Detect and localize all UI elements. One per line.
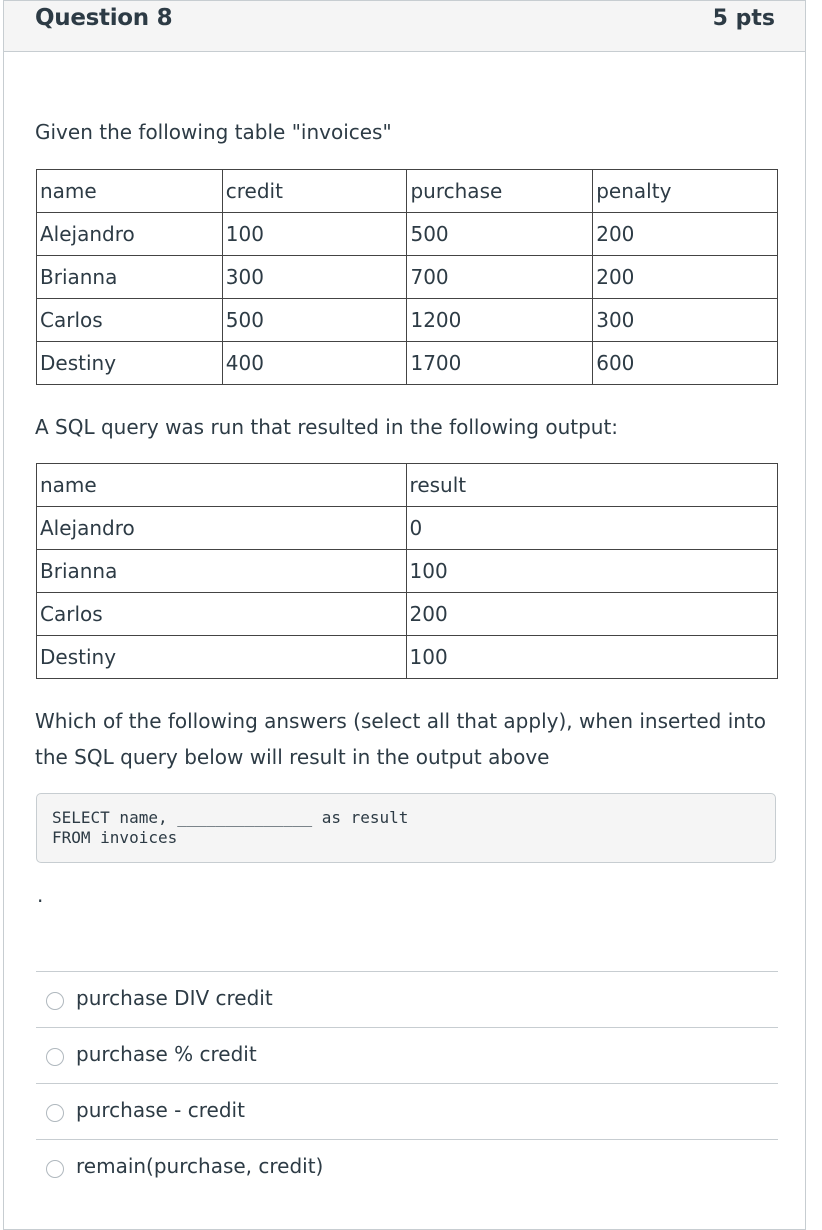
invoices-table: [36, 169, 778, 385]
table-header-cell: result: [406, 464, 777, 507]
table-cell: 500: [222, 299, 407, 342]
table-row: [37, 636, 778, 679]
answer-option[interactable]: [36, 1139, 778, 1195]
question-card: [3, 0, 806, 1230]
radio-button[interactable]: [46, 992, 64, 1010]
table-cell: 200: [406, 593, 777, 636]
table-cell: 0: [406, 507, 777, 550]
table-cell: 300: [222, 256, 407, 299]
table-row: [37, 256, 778, 299]
table-header-row: [37, 464, 778, 507]
table-cell: 200: [593, 256, 778, 299]
table-cell: 100: [406, 550, 777, 593]
sql-line-1: SELECT name, ______________ as result: [52, 808, 409, 827]
table-header-cell: credit: [222, 170, 407, 213]
radio-button[interactable]: [46, 1160, 64, 1178]
table-cell: 700: [407, 256, 593, 299]
table-row: [37, 550, 778, 593]
output-table: [36, 463, 778, 679]
table-cell: Carlos: [37, 299, 223, 342]
table-row: [37, 299, 778, 342]
answer-label[interactable]: purchase - credit: [76, 1098, 245, 1122]
radio-button[interactable]: [46, 1048, 64, 1066]
trailing-dot: .: [37, 883, 44, 907]
table-cell: 400: [222, 342, 407, 385]
answer-option[interactable]: [36, 971, 778, 1027]
answer-option[interactable]: [36, 1027, 778, 1083]
table-cell: Destiny: [37, 636, 407, 679]
answer-label[interactable]: remain(purchase, credit): [76, 1154, 324, 1178]
table-header-cell: name: [37, 170, 223, 213]
answer-label[interactable]: purchase DIV credit: [76, 986, 273, 1010]
table-cell: Destiny: [37, 342, 223, 385]
sql-code-block: [36, 793, 776, 863]
table-cell: 600: [593, 342, 778, 385]
table-cell: 1200: [407, 299, 593, 342]
question-header: [4, 1, 805, 52]
answer-label[interactable]: purchase % credit: [76, 1042, 257, 1066]
table-header-cell: penalty: [593, 170, 778, 213]
table-row: [37, 593, 778, 636]
prompt-text: Which of the following answers (select all that apply), when inserted into the SQL query below will result in the output above: [35, 709, 767, 769]
answer-option[interactable]: [36, 1083, 778, 1139]
question-title: Question 8: [35, 5, 173, 31]
table-cell: 500: [407, 213, 593, 256]
table-cell: Carlos: [37, 593, 407, 636]
question-points: 5 pts: [712, 6, 775, 31]
table-header-cell: purchase: [407, 170, 593, 213]
sql-line-2: FROM invoices: [52, 828, 178, 847]
table-cell: 1700: [407, 342, 593, 385]
table-cell: 200: [593, 213, 778, 256]
table-cell: Alejandro: [37, 213, 223, 256]
table-row: [37, 213, 778, 256]
table-cell: 100: [406, 636, 777, 679]
table-cell: Alejandro: [37, 507, 407, 550]
radio-button[interactable]: [46, 1104, 64, 1122]
table-cell: Brianna: [37, 550, 407, 593]
intro-text: Given the following table "invoices": [35, 120, 392, 144]
table-cell: 300: [593, 299, 778, 342]
table-row: [37, 342, 778, 385]
table-cell: 100: [222, 213, 407, 256]
table-row: [37, 507, 778, 550]
table-header-cell: name: [37, 464, 407, 507]
table-header-row: [37, 170, 778, 213]
answer-list: [36, 971, 778, 1195]
middle-text: A SQL query was run that resulted in the following output:: [35, 415, 619, 439]
table-cell: Brianna: [37, 256, 223, 299]
